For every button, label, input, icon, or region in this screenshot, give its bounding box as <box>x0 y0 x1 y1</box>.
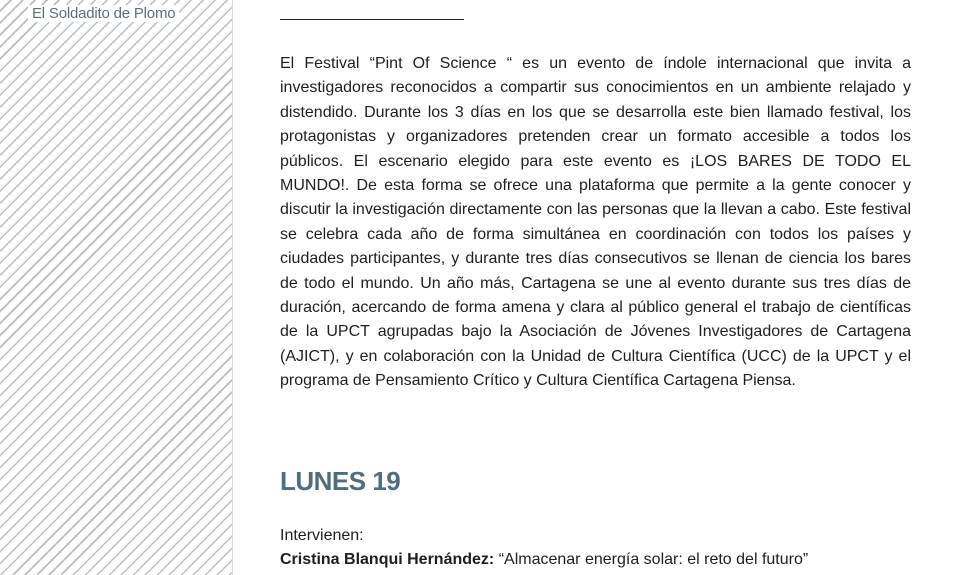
intervienen-label: Intervienen: <box>280 527 364 544</box>
sidebar-label: El Soldadito de Plomo <box>28 5 179 22</box>
speaker-talk-title: “Almacenar energía solar: el reto del futuro” <box>498 551 809 568</box>
day-heading: LUNES 19 <box>280 466 401 496</box>
article-paragraph: El Festival “Pint Of Science “ es un evento de índole internacional que invita a investigadores reconocidos a compartir sus conocimientos en un ambiente relajado y distendido. Durante los 3 días en los que se desarrolla este bien llamado festival, los protagonistas y organizadores pretenden crear un formato accesible a todos los públicos. El escenario elegido para este evento es ¡LOS BARES DE TODO EL MUNDO!. De esta forma se ofrece una plataforma que permite a la gente conocer y discutir la investigación directamente con las personas que la llevan a cabo. Este festival se celebra cada año de forma simultánea en coordinación con todos los países y ciudades participantes, y durante tres días consecutivos se llenan de ciencia los bares de todo el mundo. Un año más, Cartagena se une al evento durante sus tres días de duración, acercando de forma amena y clara al público general el trabajo de científicas de la UPCT agrupadas bajo la Asociación de Jóvenes Investigadores de Cartagena (AJICT), y en colaboración con la Unidad de Cultura Científica (UCC) de la UPCT y el programa de Pensamiento Crítico y Cultura Científica Cartagena Piensa. <box>280 55 911 390</box>
divider-line <box>280 19 464 20</box>
patterned-sidebar <box>0 0 233 575</box>
speaker-name: Cristina Blanqui Hernández: <box>280 551 495 568</box>
speaker-line <box>280 551 808 569</box>
